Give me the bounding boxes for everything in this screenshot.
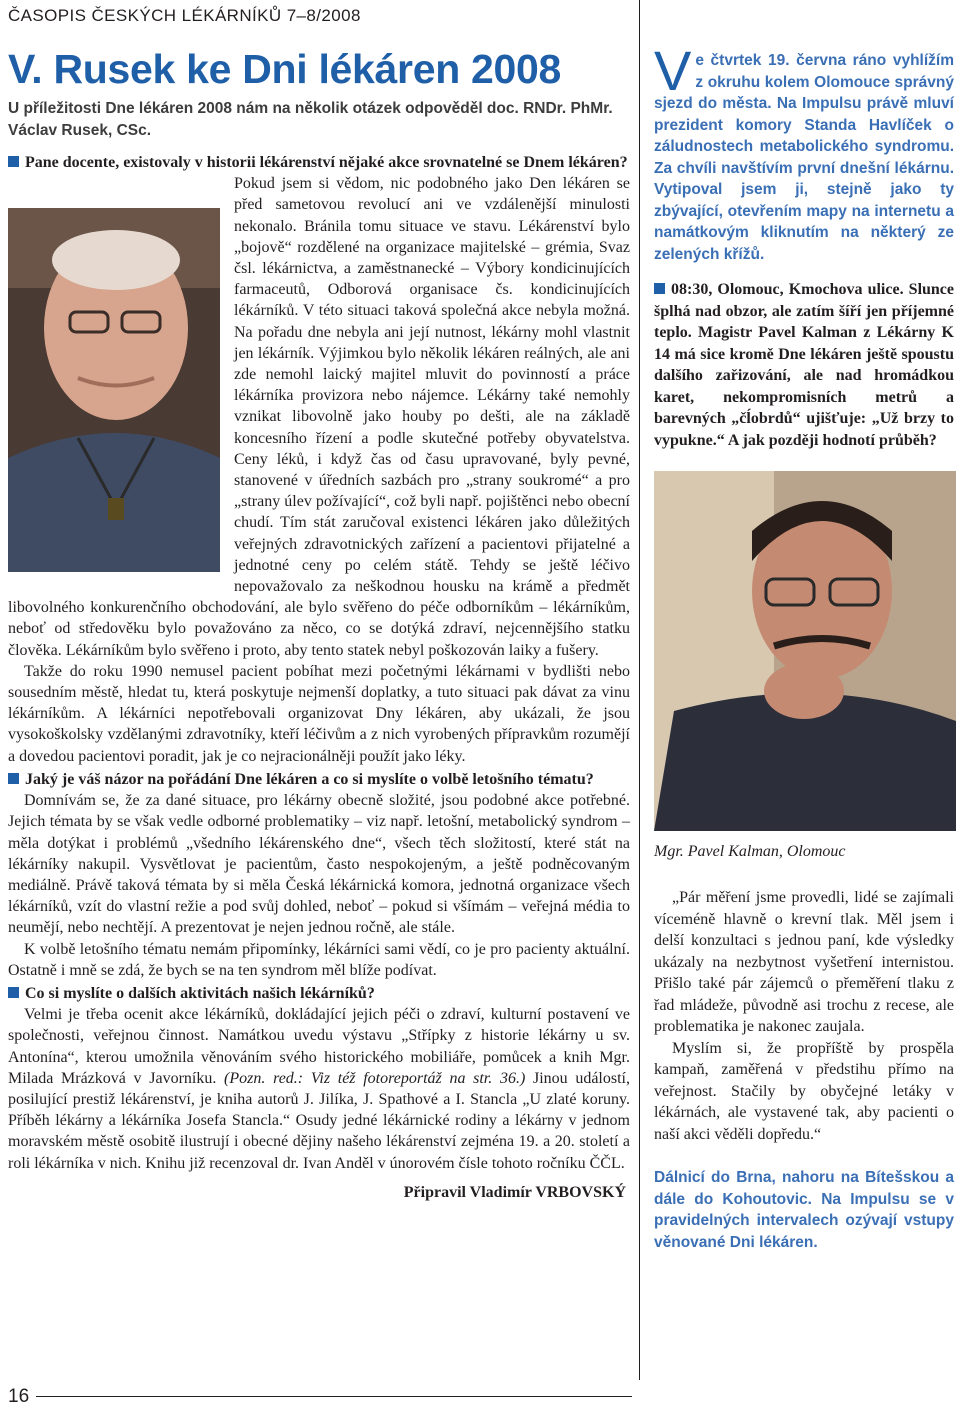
quote-paragraph-2: Myslím si, že propříště by prospěla kampaň, zaměřená v předstihu přímo na veřejnost. Stačily by obyčejné letáky v lékárnách, ale vystavené tak, aby pacienti o naší akci věděli dopředu.“ <box>654 1039 954 1143</box>
dropcap: V <box>654 39 692 102</box>
square-bullet-icon <box>654 283 665 294</box>
sidebar-report <box>654 279 954 451</box>
photo-caption: Mgr. Pavel Kalman, Olomouc <box>654 843 846 860</box>
answer-3-part2: Jinou událostí, posilující prestiž lékárenství, je kniha autorů J. Jilíka, J. Spathové a I. Stancla „U zlaté koruny. Příběh lékárny a lékárníka Josefa Stancla.“ Osudy jedné lékárnické rodiny a lékárny v jednom moravském městě osobitě ilustrují i obecné dějiny našeho lékárenství zejména 19. a 20. století a roli lékárníka v nich. Knihu již recenzoval dr. Ivan Anděl v únorovém čísle tohoto ročníku ČČL. <box>8 1069 630 1172</box>
page-number: 16 <box>8 1386 30 1407</box>
editor-note: (Pozn. red.: Viz též fotoreportáž na str. 36.) <box>224 1069 526 1087</box>
sidebar-intro <box>654 39 954 265</box>
byline: Připravil Vladimír VRBOVSKÝ <box>403 1183 626 1201</box>
portrait-photo-rusek <box>8 208 220 572</box>
question-2-text: Jaký je váš názor na pořádání Dne lékáren a co si myslíte o volbě letošního tématu? <box>25 770 594 788</box>
quote-paragraph-1: „Pár měření jsme provedli, lidé se zajímali víceméně hlavně o krevní tlak. Měl jsem i delší konzultaci s jednou paní, kde výsledky ukázaly na nezbytnost vyšetření internistou. Přišlo také pár zájemců o přeměření tlaku z řad mládeže, původně asi trochu z recese, ale problematika je nakonec zaujala. <box>654 889 954 1035</box>
sidebar-column <box>654 39 955 1253</box>
square-bullet-icon <box>8 987 19 998</box>
column-divider <box>639 0 640 1380</box>
answer-1: Pokud jsem si vědom, nic podobného jako Den lékáren se před sametovou revolucí ani ve vzdálenější minulosti nekonalo. Bránila tomu situace ve stavu. Lékárenství bylo „bojově“ rozdělené na organizace majitelské – grémia, Svaz čsl. lékárnictva, a zaměstnanecké – Výbory kondicinujících farmaceutů, Odborová organisace čs. kondicinujících lékárníků. V této situaci taková společná akce nebyla možná. Na pořadu dne nebyla ani její nutnost, lékárny mohl vlastnit jen lékárník. Výjimkou bylo několik lékáren reálných, ale ani zde nemohl laický majitel mluvit do povinností a práce lékárníka provizora nebo nájemce. Lékárny také nemohly vznikat libovolně jako houby po dešti, ale na základě koncesního řízení a podle skutečné potřeby obyvatelstva. Ceny léků, i když čas od času upravované, byly pevné, stanovené v úředních sazbách pro „strany soukromé“ a pro „strany úlev požívající“, což byli např. pojištěnci nebo obecní chudí. Tím stát zaručoval existenci lékáren jako důležitých veřejných zdravotnických zařízení a pacientovi přijatelné a jednotné ceny po celém státě. Tehdy se ještě léčivo nepovažovalo za neškodnou housku na krámě a předmět libovolného konkurenčního obchodování, ale bylo svěřeno do péče odborníkům – lékárníkům, neboť od středověku bylo považováno za něco, co se dotýká zdraví, nejcennějšího statku člověka. Lékárníkům bylo svěřeno i proto, aby tento statek nebyl poškozován laiky a fušery. <box>8 175 630 659</box>
question-3 <box>8 983 630 1004</box>
answer-1b: Takže do roku 1990 nemusel pacient pobíhat mezi početnými lékárnami v bydlišti nebo sousedním městě, hledat tu, která poskytuje nejmenší doplatky, a tuto situaci pak dávat za vinu lékárníkům. A lékárníci nepotřebovali organizovat Dny lékáren, aby ukázali, že jsou vysokoškolsky vzdělanými zdravotníky, kteří léčivům a z nich vyrobených přípravkům rozumějí a dovedou pacientovi poradit, jak je co nejracionálněji použít jako léky. <box>8 662 630 765</box>
question-2 <box>8 769 630 790</box>
sidebar-intro-text: e čtvrtek 19. června ráno vyhlížím z okruhu kolem Olomouce správný sjezd do města. Na Impulsu právě mluví prezident komory Standa Havlíček o záludnostech metabolického syndromu. Za chvíli navštívím první dnešní lékárnu. Vytipoval jsem ji, stejně jako ty zbývající, otevřením mapy na internetu a namátkovým kliknutím na některý ze zelených křížů. <box>654 52 954 263</box>
sidebar-closing: Dálnicí do Brna, nahoru na Bítešskou a dále do Kohoutovic. Na Impulsu se v pravidelných intervalech ozývají vstupy věnované Dni lékáren. <box>654 1169 954 1251</box>
magazine-header: ČASOPIS ČESKÝCH LÉKÁRNÍKŮ 7–8/2008 <box>8 6 361 25</box>
square-bullet-icon <box>8 773 19 784</box>
bottom-rule <box>36 1396 632 1397</box>
answer-3 <box>8 1004 630 1174</box>
report-text: Slunce šplhá nad obzor, ale zatím šíří jen příjemné teplo. Magistr Pavel Kalman z Lékárny K 14 má sice kromě Dne lékáren ještě spoustu dalšího zařizování, ale nad hromádkou karet, nekompromisních metrů a barevných „čĺobrdů“ ujišťuje: „Už brzy to vypukne.“ A jak později hodnotí průběh? <box>654 281 955 449</box>
question-1 <box>8 152 630 173</box>
time-place: 08:30, Olomouc, Kmochova ulice. <box>671 281 904 298</box>
answer-2: Domnívám se, že za dané situace, pro lékárny obecně složité, jsou podobné akce potřebné. Jejich témata by se však vedle odborné problematiky – viz např. letošní, metabolický syndrom – měla dotýkat i problémů „všedního lékárenského dne“, všech těch složitostí, které stát na lékárníky nakupil. Vysvětlovat je pacientům, často nespokojeným, a ještě podněcovaným mediálně. Právě taková témata by si měla Česká lékárnická komora, jednotná organizace všech lékárníků, vzít do vlastní režie a pod svůj dohled, neboť – pokud si všímám – veřejná média to neumějí, nebo nechtějí. A prezentovat je nejen jednou ročně, ale stále. <box>8 792 630 937</box>
answer-3-part1: Velmi je třeba ocenit akce lékárníků, dokládající jejich péči o zdraví, kulturní postavení ve společnosti, veřejnou činnost. Namátkou uvedu výstavu „Střípky z historie lékárny u sv. Antonína“, kterou umožnila věnováním svého historického mobiliáře, pomůcek a knih Mgr. Milada Mrázková v Javorníku. <box>8 1006 630 1087</box>
article-lead: U příležitosti Dne lékáren 2008 nám na několik otázek odpověděl doc. RNDr. PhMr. Václav Rusek, CSc. <box>8 100 613 139</box>
portrait-illustration <box>8 208 220 572</box>
article-title: V. Rusek ke Dni lékáren 2008 <box>8 46 562 92</box>
question-1-text: Pane docente, existovaly v historii lékárenství nějaké akce srovnatelné se Dnem lékáren? <box>25 154 628 171</box>
answer-2b: K volbě letošního tématu nemám připomínky, lékárníci sami vědí, co je pro pacienty aktuální. Ostatně i mně se zdá, že bych se na ten syndrom měl blíže podívat. <box>8 940 630 979</box>
sidebar-quote <box>654 887 954 1145</box>
portrait-photo-kalman <box>654 471 956 831</box>
square-bullet-icon <box>8 156 19 167</box>
question-3-text: Co si myslíte o dalších aktivitách našich lékárníků? <box>25 984 375 1002</box>
main-column <box>8 150 630 1203</box>
portrait-illustration <box>654 471 956 831</box>
